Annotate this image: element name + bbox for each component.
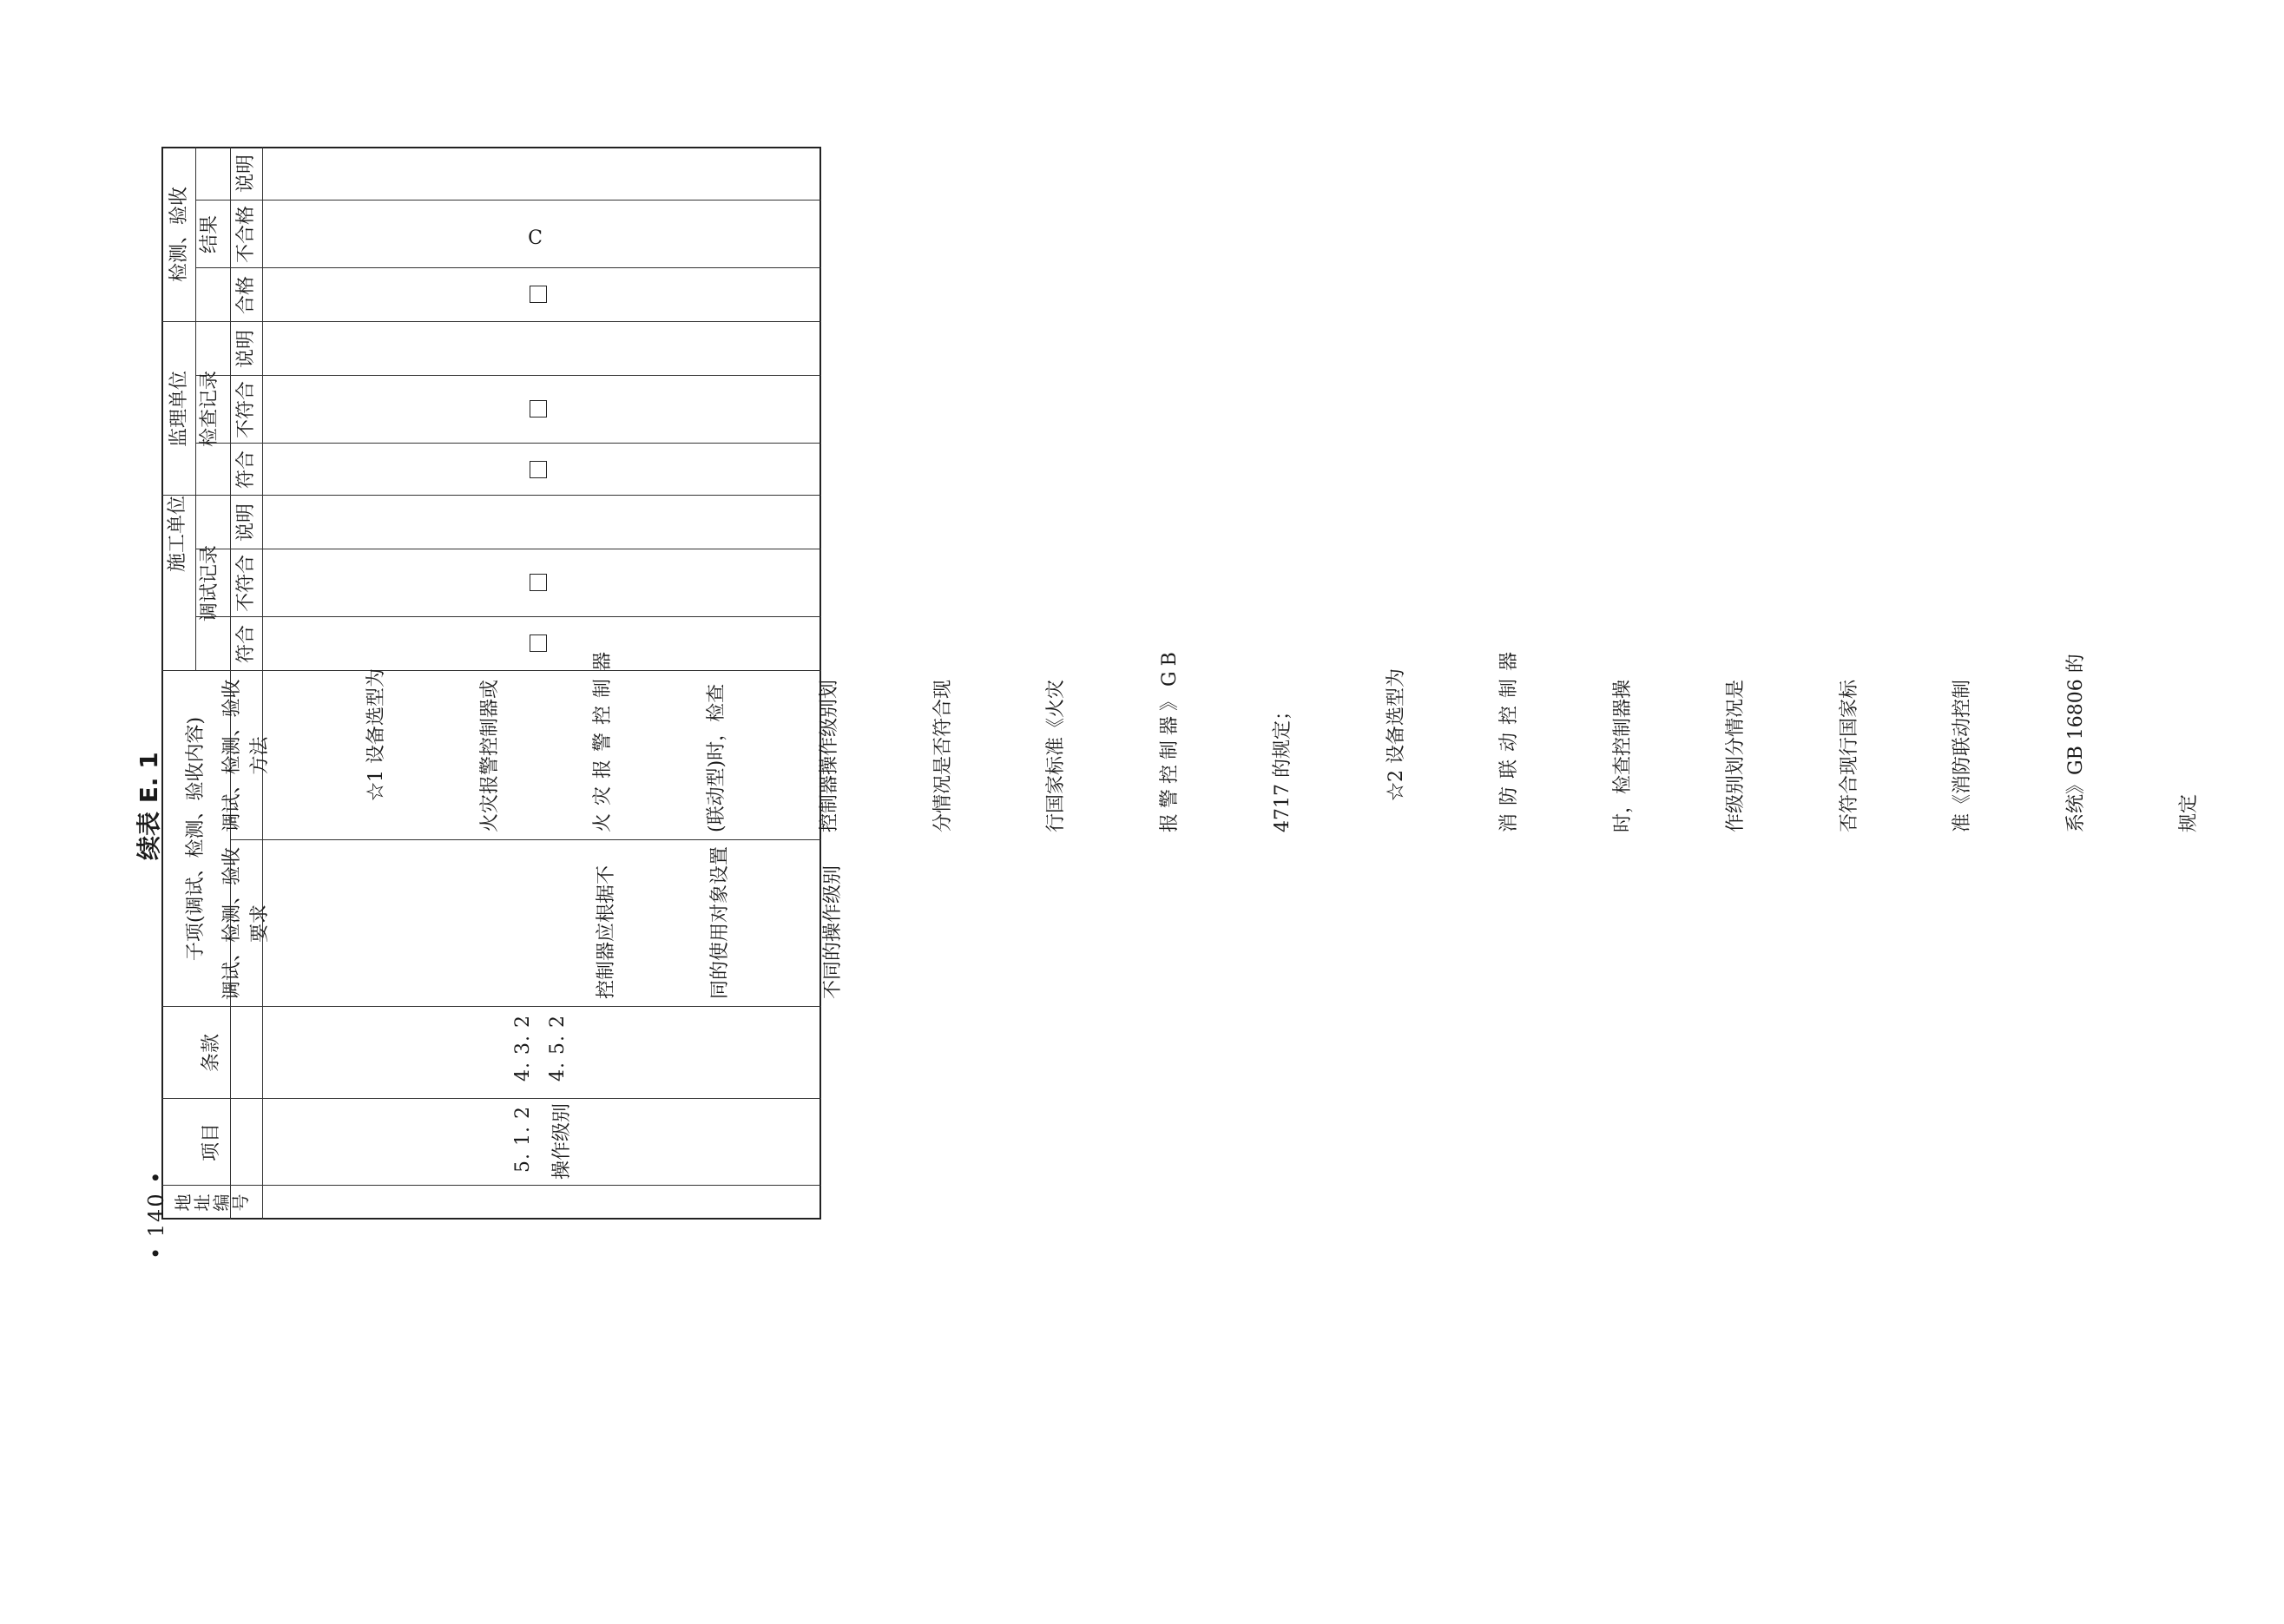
header-clause: 条款 [201,1034,223,1073]
method-line: 行国家标准《火灾 [1045,679,1067,832]
method-line: 作级别划分情况是 [1725,679,1747,832]
method-line: 控制器操作级别划 [819,679,840,832]
qualified-checkbox[interactable] [530,286,547,303]
header-result-group: 检测、验收 [168,187,191,283]
clause-2: 4. 5. 2 [547,1015,569,1082]
construction-conform-checkbox[interactable] [530,634,547,652]
clause-1: 4. 3. 2 [512,1015,534,1082]
header-result-note: 说明 [234,155,257,194]
construction-nonconform-checkbox[interactable] [530,574,547,591]
method-line: 系统》GB 16806 的 [2064,654,2087,832]
page-number: • 140 • [144,1169,168,1259]
requirement-line: 同的使用对象设置 [708,845,731,999]
method-line: 否符合现行国家标 [1838,679,1860,832]
header-construction-group: 施工单位 [166,496,188,573]
header-supervision-group: 监理单位 [168,371,191,448]
rotated-page: 续表 E. 1 地址编号 项目 条款 子项(调试、检测、验收内容) 调试、检测、验收要求 调试、检测、验收方法 施工单位 监理单位 检测、验收 调试记录 符合 不符合 说明 检查记录 符合 不符合 说明 结果 合格 不合格 说明 5. 1. 2 操作级别 4. 3. 2 4. 5. 2 控制器应根据不 同的使用对象设置 不同的操作级别 ☆1 设备选型为 火灾报警控制器或 火灾报警控制器 (联动型)时，检查 控制器操作级别划 分情况是否符合现 行国家标准《火灾 报警控制器》GB 4717 的规定； ☆2 设备选型为 消防联动控制器 时，检查控制器操 作级别划分情况是 否符合现行国家标 准《消防联动控制 系统》GB 16806 的 规定 C • 140 • [0,0,1149,1624]
supervision-conform-checkbox[interactable] [530,461,547,478]
item-number: 5. 1. 2 [512,1106,534,1173]
method-line: 消防联动控制器 [1498,643,1520,832]
header-construction-nonconform: 不符合 [234,555,257,613]
header-construction-note: 说明 [234,503,257,542]
header-supervision-conform: 符合 [234,450,257,490]
header-construction-conform: 符合 [234,625,257,664]
method-line: (联动型)时，检查 [705,683,727,832]
requirement-text [512,846,928,999]
table-title: 续表 E. 1 [135,752,163,860]
method-line: ☆1 设备选型为 [365,668,387,801]
header-item: 项目 [201,1123,223,1162]
supervision-nonconform-checkbox[interactable] [530,400,547,418]
header-unqualified: 不合格 [234,206,257,264]
header-qualified: 合格 [234,276,257,315]
requirement-line: 不同的操作级别 [822,865,844,999]
method-line: 火灾报警控制器 [592,643,614,832]
header-address-no: 地址编号 [173,1193,251,1212]
method-line: 4717 的规定； [1272,701,1293,832]
unqualified-mark[interactable]: C [528,227,543,250]
method-line: 分情况是否符合现 [931,679,954,832]
method-text [282,644,2284,832]
header-supervision-note: 说明 [234,330,257,369]
method-line: 规定 [2178,793,2200,832]
header-method: 调试、检测、验收方法 [221,679,271,832]
method-line: 报警控制器》GB [1158,647,1181,832]
header-requirement: 调试、检测、验收要求 [221,847,271,1001]
method-line: ☆2 设备选型为 [1385,668,1407,801]
header-sub-item-group: 子项(调试、检测、验收内容) [184,716,207,962]
requirement-line: 控制器应根据不 [596,865,617,999]
method-line: 时，检查控制器操 [1611,679,1634,832]
method-line: 准《消防联动控制 [1952,679,1973,832]
header-supervision-nonconform: 不符合 [234,381,257,439]
item-name: 操作级别 [551,1102,573,1180]
method-line: 火灾报警控制器或 [478,679,501,832]
